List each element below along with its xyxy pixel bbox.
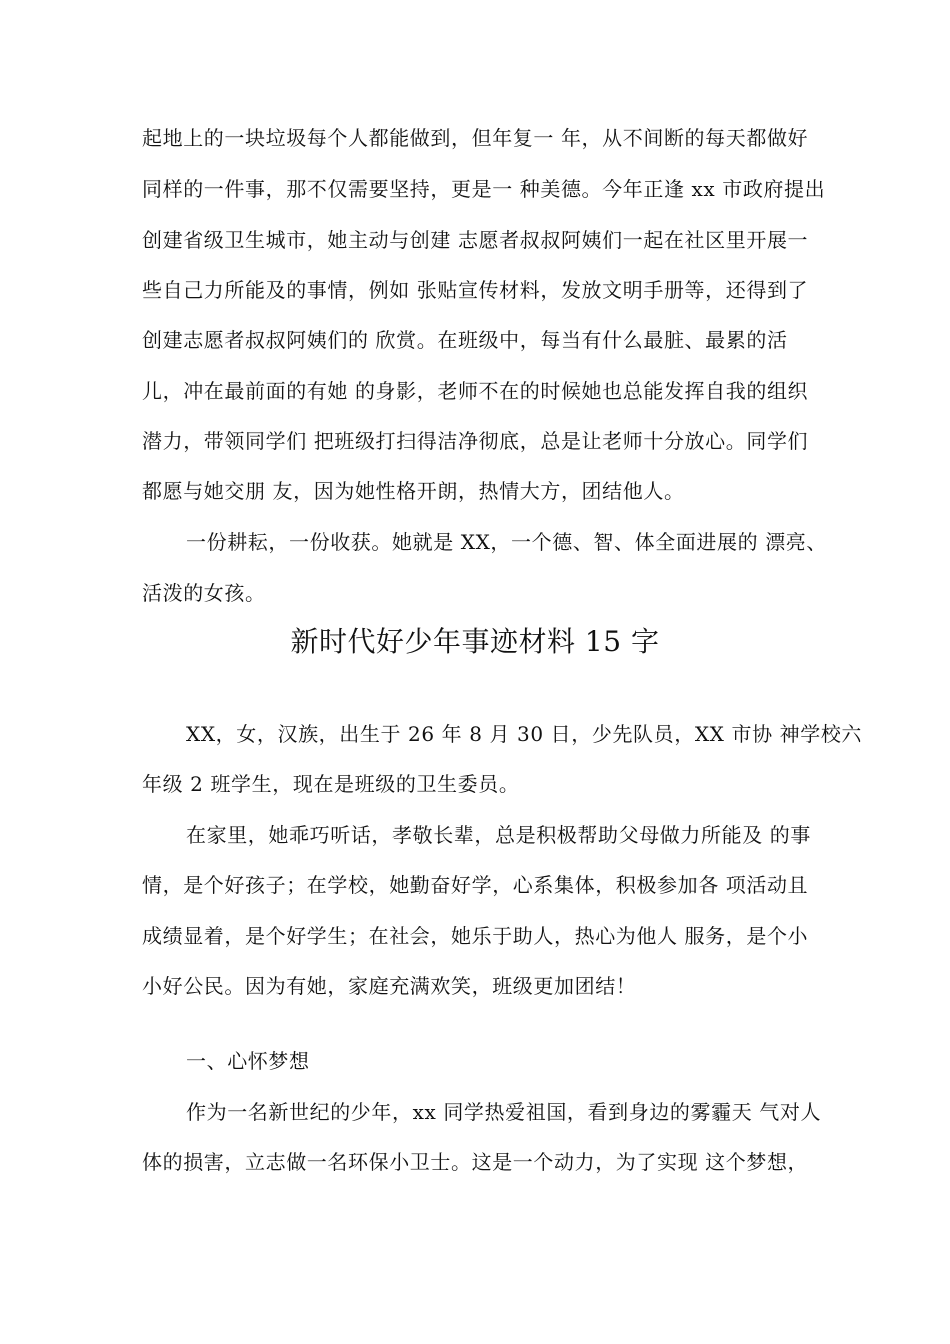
paragraph-line: 同样的一件事，那不仅需要坚持，更是一 种美德。今年正逢 xx 市政府提出 — [142, 177, 826, 201]
paragraph-line: 创建志愿者叔叔阿姨们的 欣赏。在班级中，每当有什么最脏、最累的活 — [142, 328, 788, 352]
paragraph-line: 体的损害，立志做一名环保小卫士。这是一个动力，为了实现 这个梦想， — [142, 1150, 809, 1174]
section-title: 新时代好少年事迹材料 15 字 — [290, 625, 660, 658]
paragraph-line: 起地上的一块垃圾每个人都能做到，但年复一 年，从不间断的每天都做好 — [142, 126, 809, 150]
paragraph-line: 成绩显着，是个好学生；在社会，她乐于助人，热心为他人 服务，是个小 — [142, 924, 809, 948]
paragraph-line: 作为一名新世纪的少年，xx 同学热爱祖国，看到身边的雾霾天 气对人 — [186, 1100, 822, 1124]
paragraph-line: 些自己力所能及的事情，例如 张贴宣传材料，发放文明手册等，还得到了 — [142, 278, 809, 302]
paragraph-line: 都愿与她交朋 友，因为她性格开朗，热情大方，团结他人。 — [142, 479, 685, 503]
paragraph-line: 小好公民。因为有她，家庭充满欢笑，班级更加团结！ — [142, 974, 637, 998]
paragraph-line: 一份耕耘，一份收获。她就是 XX，一个德、智、体全面进展的 漂亮、 — [186, 530, 827, 554]
paragraph-line: 在家里，她乖巧听话，孝敬长辈，总是积极帮助父母做力所能及 的事 — [186, 823, 811, 847]
paragraph-line: 活泼的女孩。 — [142, 581, 266, 605]
paragraph-line: 潜力，带领同学们 把班级打扫得洁净彻底，总是让老师十分放心。同学们 — [142, 429, 809, 453]
paragraph-line: 年级 2 班学生，现在是班级的卫生委员。 — [142, 772, 520, 796]
section-heading: 一、心怀梦想 — [186, 1049, 310, 1073]
paragraph-line: 儿，冲在最前面的有她 的身影，老师不在的时候她也总能发挥自我的组织 — [142, 379, 809, 403]
paragraph-line: 情，是个好孩子；在学校，她勤奋好学，心系集体，积极参加各 项活动且 — [142, 873, 809, 897]
paragraph-line: 创建省级卫生城市，她主动与创建 志愿者叔叔阿姨们一起在社区里开展一 — [142, 228, 809, 252]
paragraph-line: XX，女，汉族，出生于 26 年 8 月 30 日，少先队员，XX 市协 神学校六 — [186, 722, 863, 746]
